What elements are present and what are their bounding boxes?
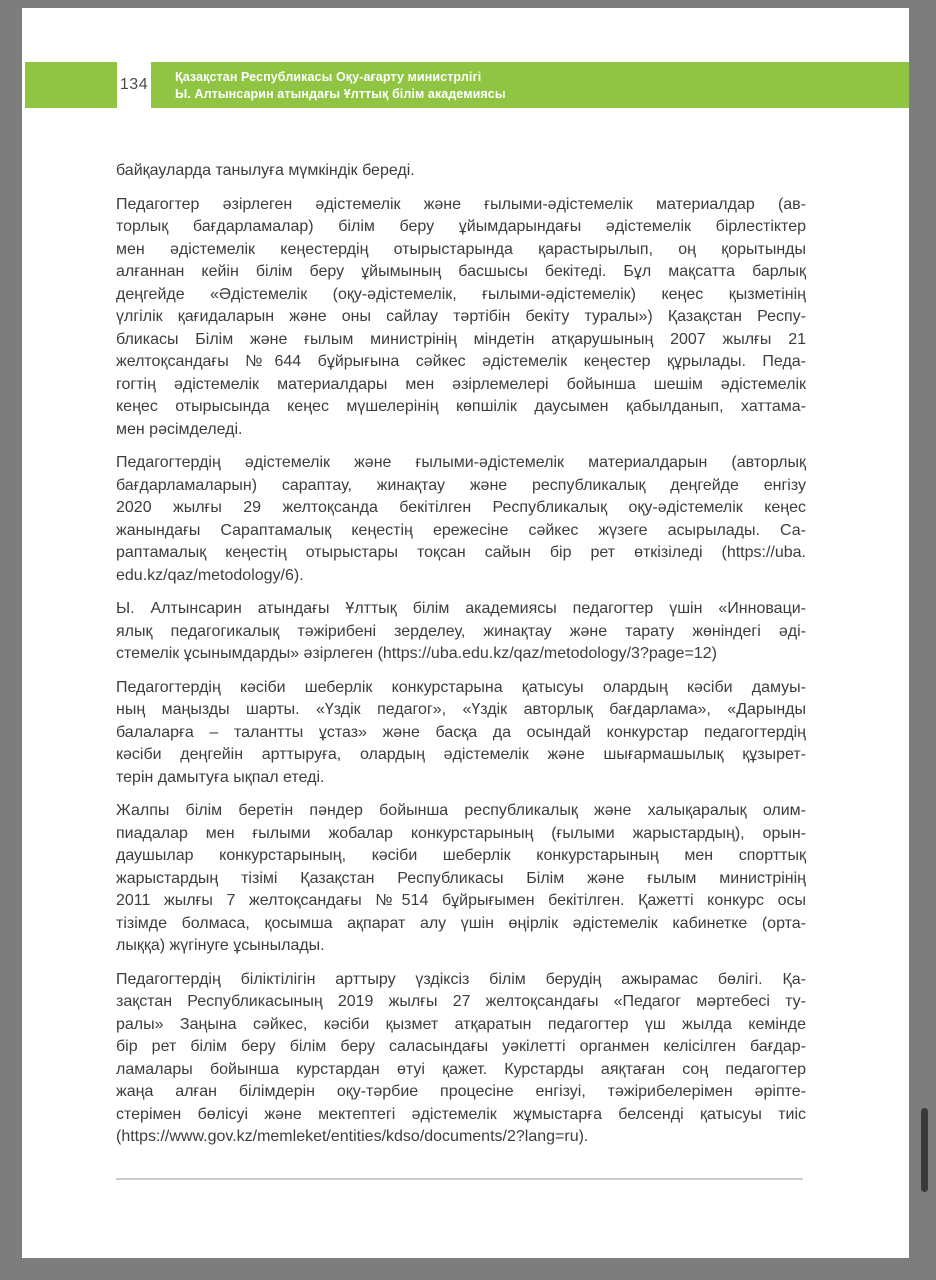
text-line: терін дамытуға ықпал етеді. xyxy=(116,768,325,786)
text-line: Ы. Алтынсарин атындағы Ұлттық білім академиясы педагогтер үшін «Инноваци- xyxy=(116,600,806,617)
text-line: жанындағы Сараптамалық кеңестің ережесіне сәйкес жүзеге асырылады. Са- xyxy=(116,521,806,539)
text-line: жаңа алған білімдерін оқу-тәрбие процесіне енгізуі, тәжірибелерімен әріпте- xyxy=(116,1083,806,1100)
text-line: бликасы Білім және ғылым министрінің міндетін атқарушының 2007 жылғы 21 xyxy=(116,330,806,348)
text-line: кәсіби деңгейін арттыруға, олардың әдістемелік және шығармашылық құзырет- xyxy=(116,746,806,763)
section-divider xyxy=(116,1178,803,1180)
header-band-left-block xyxy=(25,62,117,108)
text-line: үлгілік қағидаларын және оны сайлау тәртібін бекіту туралы») Қазақстан Респу- xyxy=(116,308,806,325)
text-line: ламалары бойынша курстардан өтуі қажет. Курстарды аяқтаған соң педагогтер xyxy=(116,1060,806,1078)
header-org-line-1: Қазақстан Республикасы Оқу-ағарту министрлігі xyxy=(175,70,482,84)
text-line: пиадалар мен ғылыми жобалар конкурстарының (ғылыми жарыстардың), орын- xyxy=(116,824,806,842)
text-line: алғаннан кейін білім беру ұйымының басшысы бекітеді. Бұл мақсатта барлық xyxy=(116,263,806,280)
page-number: 134 xyxy=(119,76,149,93)
text-line: Педагогтердің әдістемелік және ғылыми-әдістемелік материалдарын (авторлық xyxy=(116,454,806,471)
text-body xyxy=(116,160,806,1160)
text-line: 2011 жылғы 7 желтоқсандағы №514 бұйрығымен бекітілген. Қажетті конкурс осы xyxy=(116,892,806,909)
text-line: желтоқсандағы №644 бұйрығына сәйкес әдістемелік кеңестер құрылады. Педа- xyxy=(116,353,806,370)
text-line: зақстан Республикасының 2019 жылғы 27 желтоқсандағы «Педагог мәртебесі ту- xyxy=(116,993,806,1010)
scrollbar-thumb[interactable] xyxy=(921,1108,928,1192)
paragraph xyxy=(116,160,806,183)
header-band xyxy=(151,62,909,108)
paragraph xyxy=(116,452,806,587)
text-line: даушылар конкурстарының, кәсіби шеберлік конкурстарының мен спорттық xyxy=(116,847,806,864)
paragraph xyxy=(116,969,806,1149)
paragraph xyxy=(116,194,806,442)
text-line: Жалпы білім беретін пәндер бойынша республикалық және халықаралық олим- xyxy=(116,802,806,819)
text-line: edu.kz/qaz/metodology/6). xyxy=(116,566,304,584)
paragraph xyxy=(116,677,806,790)
text-line: бағдарламаларын) сараптау, жинақтау және республикалық деңгейде енгізу xyxy=(116,476,806,494)
text-line: байқауларда танылуға мүмкіндік береді. xyxy=(116,162,415,179)
text-line: деңгейде «Әдістемелік (оқу-әдістемелік, ғылыми-әдістемелік) кеңес қызметінің xyxy=(116,285,806,303)
text-line: лыққа) жүгінуге ұсынылады. xyxy=(116,937,325,954)
header-org-line-2: Ы. Алтынсарин атындағы Ұлттық білім академиясы xyxy=(175,86,506,101)
text-line: балаларға – талантты ұстаз» және басқа да осындай конкурстар педагогтердің xyxy=(116,723,806,741)
text-line: мен әдістемелік кеңестердің отырыстарында қарастырылып, оң қорытынды xyxy=(116,240,806,258)
text-line: жарыстардың тізімі Қазақстан Республикасы Білім және ғылым министрінің xyxy=(116,869,806,887)
paragraph xyxy=(116,800,806,958)
text-line: (https://www.gov.kz/memleket/entities/kdso/documents/2?lang=ru). xyxy=(116,1128,589,1145)
text-line: бір рет білім беру білім беру саласындағы уәкілетті органмен келісілген бағдар- xyxy=(116,1038,806,1055)
document-page xyxy=(22,8,909,1258)
text-line: Педагогтер әзірлеген әдістемелік және ғылыми-әдістемелік материалдар (ав- xyxy=(116,195,806,213)
text-line: стемелік ұсынымдарды» әзірлеген (https://uba.edu.kz/qaz/metodology/3?page=12) xyxy=(116,645,717,662)
text-line: гогтің әдістемелік материалдары мен әзірлемелері бойынша шешім әдістемелік xyxy=(116,375,806,393)
text-line: раптамалық кеңестің отырыстары тоқсан сайын бір рет өткізіледі (https://uba. xyxy=(116,544,806,561)
text-line: ялық педагогикалық тәжірибені зерделеу, жинақтау және тарату жөніндегі әді- xyxy=(116,622,806,640)
text-line: торлық бағдарламалар) білім беру ұйымдарындағы әдістемелік бірлестіктер xyxy=(116,218,806,235)
text-line: мен рәсімделеді. xyxy=(116,420,243,438)
text-line: ның маңызды шарты. «Үздік педагог», «Үздік авторлық бағдарлама», «Дарынды xyxy=(116,701,806,718)
text-line: ралы» Заңына сәйкес, кәсіби қызмет атқаратын педагогтер үш жылда кемінде xyxy=(116,1015,806,1033)
text-line: Педагогтердің кәсіби шеберлік конкурстарына қатысуы олардың кәсіби дамуы- xyxy=(116,678,806,696)
text-line: тізімде болмаса, қосымша ақпарат алу үшін өңірлік әдістемелік кабинетке (орта- xyxy=(116,914,806,932)
text-line: стерімен бөлісуі және мектептегі әдістемелік жұмыстарға белсенді қатысуы тиіс xyxy=(116,1105,806,1123)
text-line: кеңес отырысында кеңес мүшелерінің көпшілік даусымен қабылданып, хаттама- xyxy=(116,398,806,415)
text-line: Педагогтердің біліктілігін арттыру үздіксіз білім берудің ажырамас бөлігі. Қа- xyxy=(116,970,806,988)
text-line: 2020 жылғы 29 желтоқсанда бекітілген Республикалық оқу-әдістемелік кеңес xyxy=(116,499,806,516)
paragraph xyxy=(116,598,806,666)
